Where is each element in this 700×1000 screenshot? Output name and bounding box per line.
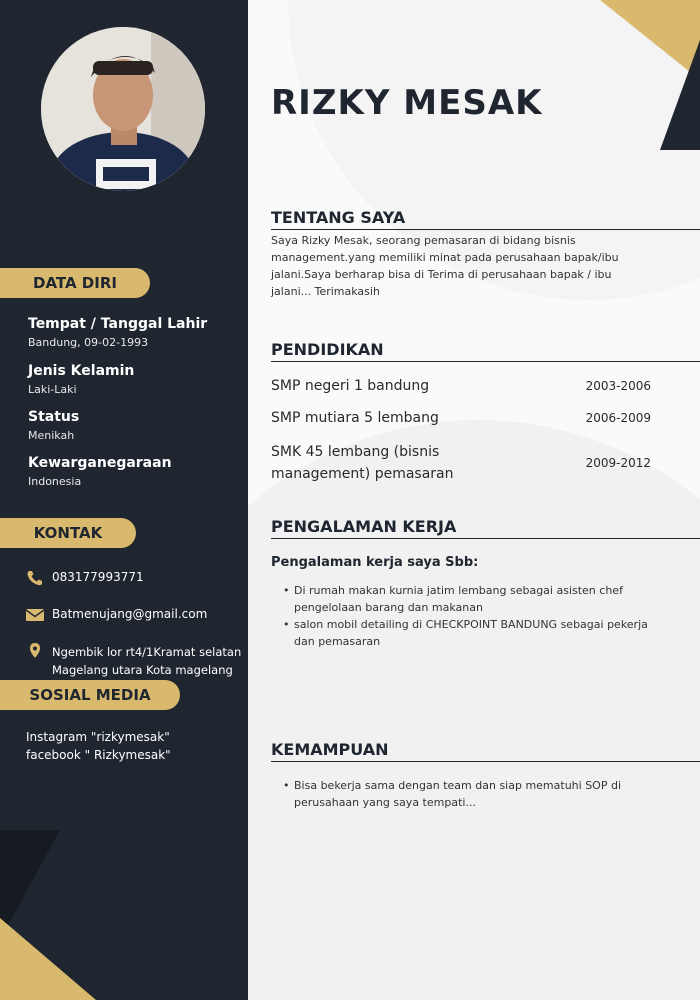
email-contact	[26, 607, 207, 623]
address-text	[52, 643, 241, 679]
corner-dark-triangle	[660, 40, 700, 150]
birth-info	[28, 316, 207, 349]
school-name: SMP mutiara 5 lembang	[271, 410, 439, 426]
school-years: 2003-2006	[585, 379, 651, 393]
instagram-handle: Instagram "rizkymesak"	[26, 730, 170, 744]
status-info	[28, 409, 79, 442]
email-address: Batmenujang@gmail.com	[52, 607, 208, 621]
social-links	[26, 728, 171, 764]
field-label: Jenis Kelamin	[28, 363, 135, 379]
school-years: 2006-2009	[585, 411, 651, 425]
phone-icon	[26, 570, 44, 586]
school-name: SMK 45 lembang (bisnis management) pemasaran	[271, 444, 454, 482]
citizenship-info	[28, 455, 172, 488]
field-label: Kewarganegaraan	[28, 455, 172, 471]
address-line: Ngembik lor rt4/1Kramat selatan	[52, 645, 242, 659]
about-text: Saya Rizky Mesak, seorang pemasaran di bidang bisnis management.yang memiliki minat pada perusahaan bapak/ibu jalani.Saya berharap bisa di Terima di perusahaan bapak / ibu jalani... Terimakasih	[271, 234, 619, 298]
field-label: Tempat / Tanggal Lahir	[28, 316, 208, 332]
sosial-media-heading: SOSIAL MEDIA	[0, 680, 180, 710]
page-title: RIZKY MESAK	[271, 83, 543, 123]
list-item: • Di rumah makan kurnia jatim lembang sebagai asisten chef pengelolaan barang dan makanan	[283, 582, 663, 616]
sidebar-gold-triangle	[0, 918, 96, 1000]
school-name: SMP negeri 1 bandung	[271, 378, 430, 394]
data-diri-heading: DATA DIRI	[0, 268, 150, 298]
facebook-handle: facebook " Rizkymesak"	[26, 748, 171, 762]
skills-list	[283, 777, 663, 811]
field-value: Indonesia	[28, 475, 82, 488]
address-contact	[26, 643, 241, 679]
background-swoosh	[248, 420, 700, 1000]
location-pin-icon	[26, 643, 44, 659]
profile-photo	[41, 27, 205, 191]
education-row	[271, 407, 651, 429]
field-value: Menikah	[28, 429, 75, 442]
list-item: • salon mobil detailing di CHECKPOINT BANDUNG sebagai pekerja dan pemasaran	[283, 616, 663, 650]
list-item: • Bisa bekerja sama dengan team dan siap mematuhi SOP di perusahaan yang saya tempati...	[283, 777, 663, 811]
field-value: Laki-Laki	[28, 383, 77, 396]
sidebar	[0, 0, 248, 1000]
field-label: Status	[28, 409, 80, 425]
experience-list	[283, 582, 663, 650]
education-row	[271, 441, 651, 485]
main-background	[248, 0, 700, 1000]
education-row	[271, 375, 651, 397]
pengalaman-heading: PENGALAMAN KERJA	[271, 517, 700, 539]
field-value: Bandung, 09-02-1993	[28, 336, 149, 349]
gender-info	[28, 363, 134, 396]
school-years: 2009-2012	[585, 456, 651, 470]
mail-icon	[26, 607, 44, 623]
kemampuan-heading: KEMAMPUAN	[271, 740, 700, 762]
tentang-heading: TENTANG SAYA	[271, 208, 700, 230]
phone-number: 083177993771	[52, 570, 144, 584]
phone-contact	[26, 570, 144, 586]
address-line: Magelang utara Kota magelang	[52, 663, 233, 677]
profile-photo-icon	[41, 27, 205, 191]
pendidikan-heading: PENDIDIKAN	[271, 340, 700, 362]
kontak-heading: KONTAK	[0, 518, 136, 548]
experience-intro: Pengalaman kerja saya Sbb:	[271, 555, 479, 570]
